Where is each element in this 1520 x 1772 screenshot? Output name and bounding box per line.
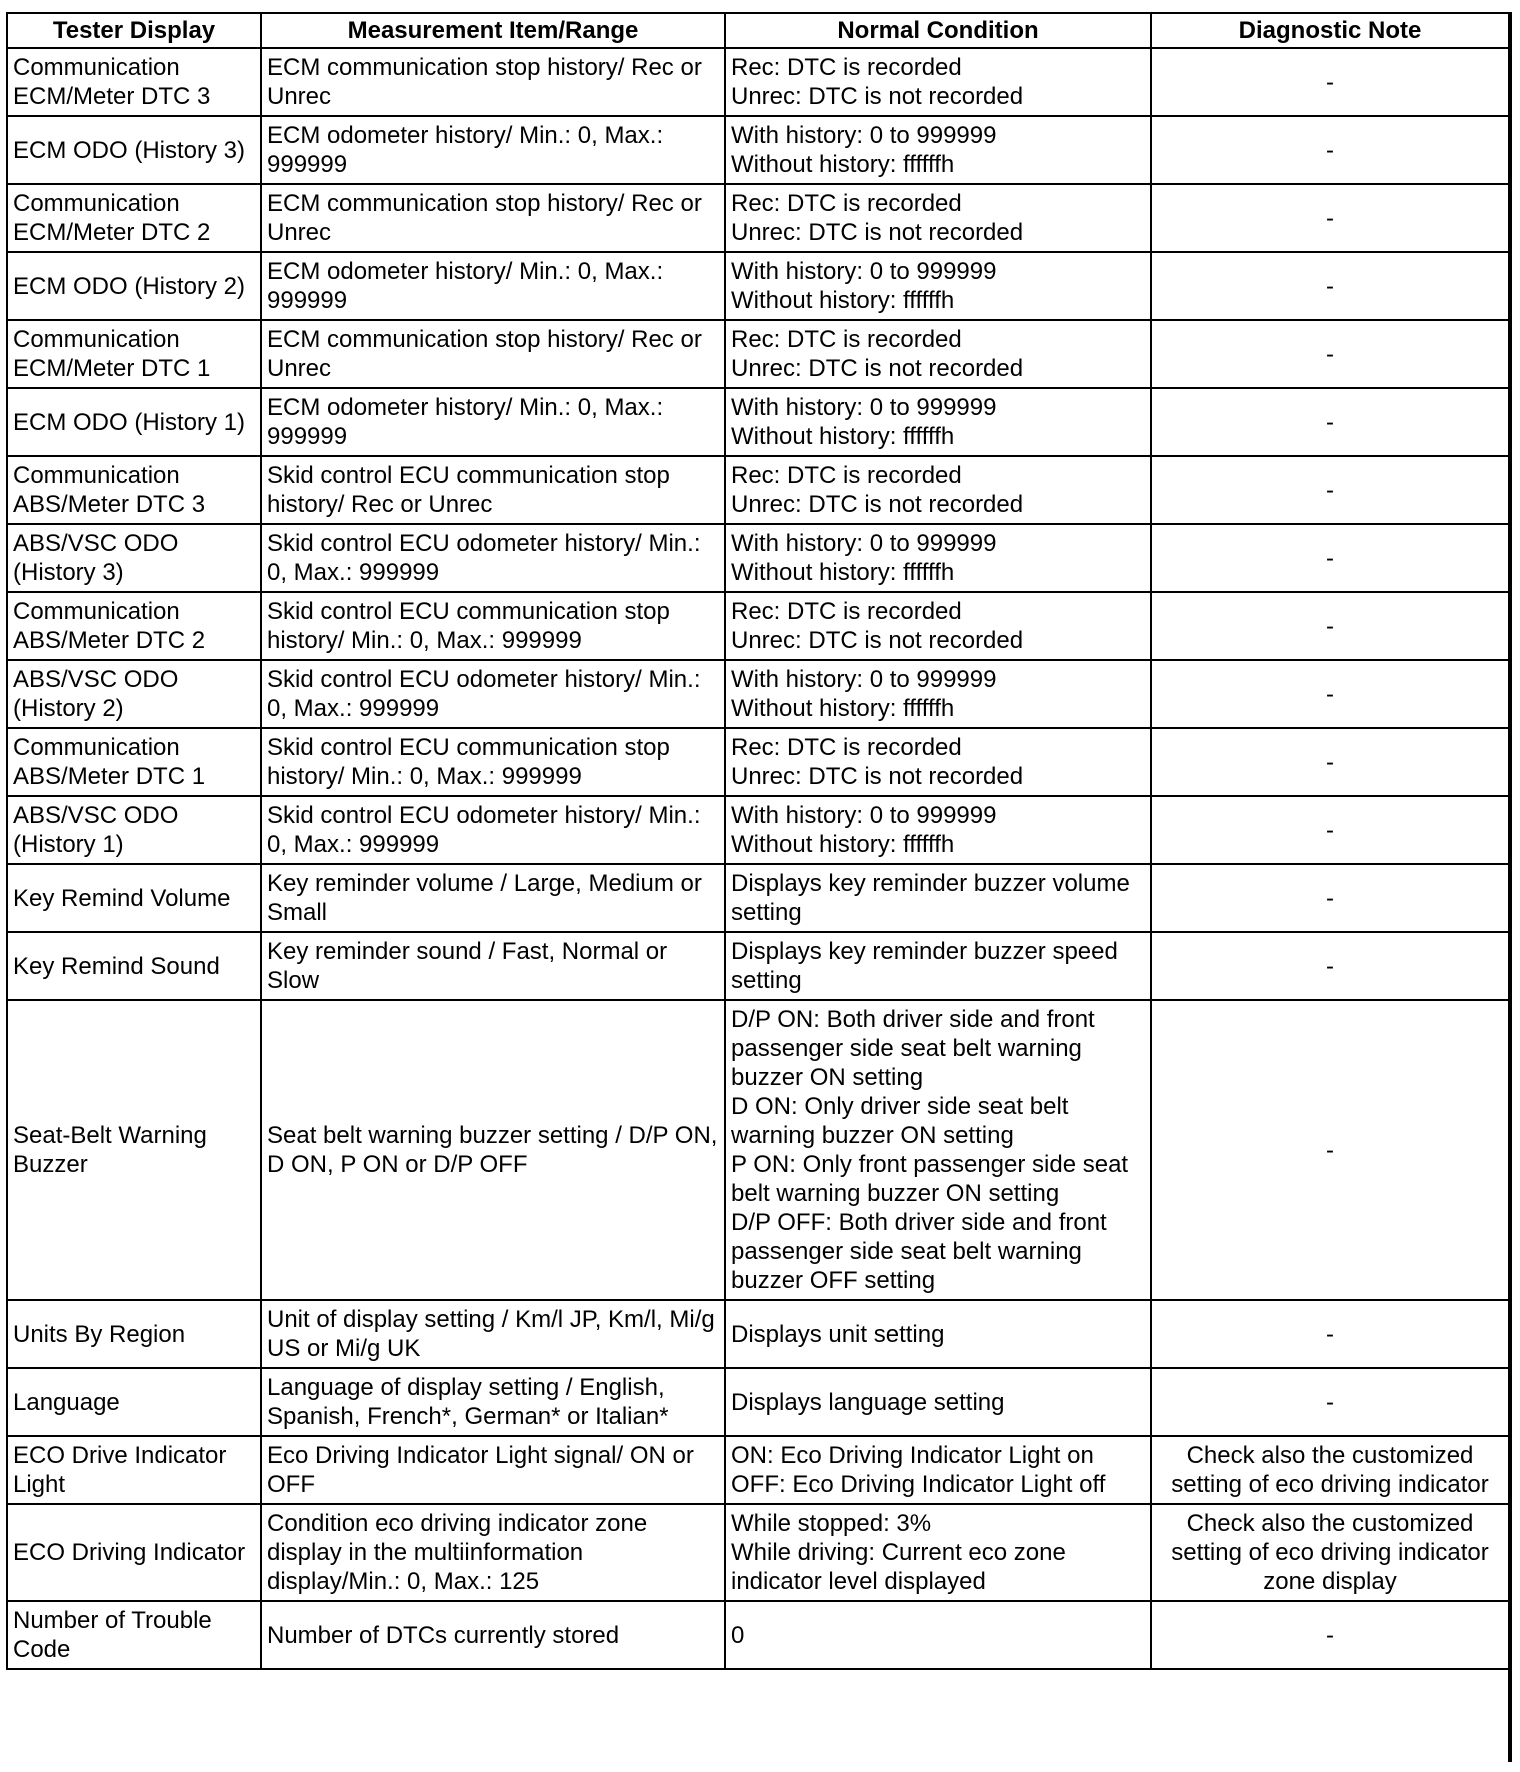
condition-line: Rec: DTC is recorded: [731, 326, 962, 353]
condition-line: Unrec: DTC is not recorded: [731, 763, 1024, 790]
cell-normal-condition: [725, 524, 1151, 592]
cell-normal-condition: [725, 1000, 1151, 1300]
cell-measurement-range: Seat belt warning buzzer setting / D/P ON, D ON, P ON or D/P OFF: [261, 1000, 725, 1300]
cell-normal-condition: [725, 116, 1151, 184]
table-row: [7, 1436, 1509, 1504]
cell-diagnostic-note: -: [1151, 116, 1509, 184]
cell-tester-display: ABS/VSC ODO (History 3): [7, 524, 261, 592]
cell-measurement-range: Skid control ECU communication stop history/ Min.: 0, Max.: 999999: [261, 728, 725, 796]
condition-line: With history: 0 to 999999: [731, 802, 997, 829]
condition-line: With history: 0 to 999999: [731, 530, 997, 557]
header-normal-condition: Normal Condition: [725, 13, 1151, 48]
table-row: [7, 728, 1509, 796]
cell-measurement-range: Skid control ECU communication stop history/ Rec or Unrec: [261, 456, 725, 524]
cell-tester-display: Communication ECM/Meter DTC 2: [7, 184, 261, 252]
table-row: [7, 116, 1509, 184]
condition-line: OFF: Eco Driving Indicator Light off: [731, 1471, 1106, 1498]
cell-tester-display: Communication ECM/Meter DTC 1: [7, 320, 261, 388]
cell-normal-condition: [725, 796, 1151, 864]
header-tester-display: Tester Display: [7, 13, 261, 48]
cell-normal-condition: [725, 1300, 1151, 1368]
table-row: [7, 184, 1509, 252]
cell-tester-display: ABS/VSC ODO (History 2): [7, 660, 261, 728]
condition-line: Rec: DTC is recorded: [731, 190, 962, 217]
cell-diagnostic-note: -: [1151, 1368, 1509, 1436]
cell-normal-condition: [725, 320, 1151, 388]
cell-normal-condition: [725, 1601, 1151, 1669]
cell-measurement-range: ECM odometer history/ Min.: 0, Max.: 999999: [261, 116, 725, 184]
condition-line: D ON: Only driver side seat belt warning buzzer ON setting: [731, 1093, 1076, 1149]
condition-line: With history: 0 to 999999: [731, 666, 997, 693]
cell-tester-display: ABS/VSC ODO (History 1): [7, 796, 261, 864]
cell-measurement-range: Eco Driving Indicator Light signal/ ON or OFF: [261, 1436, 725, 1504]
data-list-table: [6, 12, 1510, 1670]
cell-diagnostic-note: -: [1151, 932, 1509, 1000]
cell-normal-condition: [725, 1368, 1151, 1436]
table-header: [7, 13, 1509, 48]
cell-measurement-range: Skid control ECU odometer history/ Min.: 0, Max.: 999999: [261, 660, 725, 728]
cell-tester-display: ECO Drive Indicator Light: [7, 1436, 261, 1504]
cell-tester-display: Key Remind Volume: [7, 864, 261, 932]
cell-diagnostic-note: Check also the customized setting of eco driving indicator zone display: [1151, 1504, 1509, 1601]
cell-normal-condition: [725, 184, 1151, 252]
cell-diagnostic-note: -: [1151, 252, 1509, 320]
cell-tester-display: Number of Trouble Code: [7, 1601, 261, 1669]
cell-tester-display: Seat-Belt Warning Buzzer: [7, 1000, 261, 1300]
cell-tester-display: ECM ODO (History 3): [7, 116, 261, 184]
condition-line: Displays unit setting: [731, 1320, 945, 1348]
cell-tester-display: Units By Region: [7, 1300, 261, 1368]
condition-line: D/P OFF: Both driver side and front passenger side seat belt warning buzzer OFF setting: [731, 1209, 1114, 1294]
condition-line: Displays language setting: [731, 1388, 1005, 1416]
condition-line: While driving: Current eco zone indicator level displayed: [731, 1539, 1073, 1595]
table-row: [7, 1300, 1509, 1368]
cell-measurement-range: ECM communication stop history/ Rec or Unrec: [261, 184, 725, 252]
cell-measurement-range: ECM communication stop history/ Rec or Unrec: [261, 320, 725, 388]
cell-normal-condition: [725, 1504, 1151, 1601]
cell-normal-condition: [725, 48, 1151, 116]
condition-line: Displays key reminder buzzer speed setting: [731, 938, 1125, 994]
table-row: [7, 524, 1509, 592]
table-row: [7, 796, 1509, 864]
cell-diagnostic-note: -: [1151, 660, 1509, 728]
cell-tester-display: Language: [7, 1368, 261, 1436]
condition-line: Displays key reminder buzzer volume setting: [731, 870, 1137, 926]
cell-normal-condition: [725, 1436, 1151, 1504]
cell-diagnostic-note: -: [1151, 1000, 1509, 1300]
cell-diagnostic-note: -: [1151, 728, 1509, 796]
cell-normal-condition: [725, 252, 1151, 320]
table-row: [7, 660, 1509, 728]
cell-tester-display: Key Remind Sound: [7, 932, 261, 1000]
condition-line: Rec: DTC is recorded: [731, 54, 962, 81]
cell-normal-condition: [725, 932, 1151, 1000]
cell-measurement-range: Number of DTCs currently stored: [261, 1601, 725, 1669]
table-row: [7, 932, 1509, 1000]
table-row: [7, 48, 1509, 116]
cell-measurement-range: Skid control ECU odometer history/ Min.: 0, Max.: 999999: [261, 796, 725, 864]
cell-diagnostic-note: -: [1151, 184, 1509, 252]
condition-line: Unrec: DTC is not recorded: [731, 219, 1024, 246]
cell-measurement-range: Condition eco driving indicator zone display in the multiinformation display/Min.: 0, Max.: 125: [261, 1504, 725, 1601]
cell-normal-condition: [725, 456, 1151, 524]
cell-measurement-range: ECM communication stop history/ Rec or Unrec: [261, 48, 725, 116]
cell-measurement-range: Key reminder sound / Fast, Normal or Slow: [261, 932, 725, 1000]
table-row: [7, 864, 1509, 932]
condition-line: Without history: ffffffh: [731, 151, 955, 178]
condition-line: D/P ON: Both driver side and front passenger side seat belt warning buzzer ON setting: [731, 1006, 1102, 1091]
cell-normal-condition: [725, 660, 1151, 728]
cell-diagnostic-note: Check also the customized setting of eco driving indicator: [1151, 1436, 1509, 1504]
table-row: [7, 1000, 1509, 1300]
cell-diagnostic-note: -: [1151, 388, 1509, 456]
cell-normal-condition: [725, 388, 1151, 456]
cell-diagnostic-note: -: [1151, 524, 1509, 592]
condition-line: Rec: DTC is recorded: [731, 598, 962, 625]
cell-tester-display: Communication ECM/Meter DTC 3: [7, 48, 261, 116]
condition-line: Without history: ffffffh: [731, 695, 955, 722]
cell-measurement-range: Language of display setting / English, Spanish, French*, German* or Italian*: [261, 1368, 725, 1436]
table-row: [7, 1601, 1509, 1669]
condition-line: 0: [731, 1621, 745, 1649]
table-row: [7, 456, 1509, 524]
cell-diagnostic-note: -: [1151, 48, 1509, 116]
condition-line: While stopped: 3%: [731, 1510, 932, 1537]
condition-line: With history: 0 to 999999: [731, 122, 997, 149]
cell-tester-display: Communication ABS/Meter DTC 3: [7, 456, 261, 524]
condition-line: Unrec: DTC is not recorded: [731, 491, 1024, 518]
cell-diagnostic-note: -: [1151, 1300, 1509, 1368]
cell-diagnostic-note: -: [1151, 592, 1509, 660]
table-body: [7, 48, 1509, 1669]
cell-measurement-range: Skid control ECU communication stop history/ Min.: 0, Max.: 999999: [261, 592, 725, 660]
condition-line: With history: 0 to 999999: [731, 258, 997, 285]
cell-diagnostic-note: -: [1151, 1601, 1509, 1669]
table-row: [7, 320, 1509, 388]
table-row: [7, 388, 1509, 456]
condition-line: With history: 0 to 999999: [731, 394, 997, 421]
header-row: [7, 13, 1509, 48]
cell-diagnostic-note: -: [1151, 456, 1509, 524]
table-row: [7, 592, 1509, 660]
cell-measurement-range: Skid control ECU odometer history/ Min.: 0, Max.: 999999: [261, 524, 725, 592]
cell-normal-condition: [725, 592, 1151, 660]
condition-line: Without history: ffffffh: [731, 559, 955, 586]
cell-measurement-range: ECM odometer history/ Min.: 0, Max.: 999999: [261, 252, 725, 320]
condition-line: Unrec: DTC is not recorded: [731, 83, 1024, 110]
condition-line: Without history: ffffffh: [731, 287, 955, 314]
cell-measurement-range: Key reminder volume / Large, Medium or Small: [261, 864, 725, 932]
cell-normal-condition: [725, 728, 1151, 796]
cell-measurement-range: Unit of display setting / Km/l JP, Km/l, Mi/g US or Mi/g UK: [261, 1300, 725, 1368]
header-diagnostic-note: Diagnostic Note: [1151, 13, 1509, 48]
condition-line: Unrec: DTC is not recorded: [731, 355, 1024, 382]
condition-line: Without history: ffffffh: [731, 423, 955, 450]
condition-line: ON: Eco Driving Indicator Light on: [731, 1442, 1094, 1469]
condition-line: Rec: DTC is recorded: [731, 462, 962, 489]
table-row: [7, 1504, 1509, 1601]
cell-measurement-range: ECM odometer history/ Min.: 0, Max.: 999999: [261, 388, 725, 456]
cell-tester-display: ECO Driving Indicator: [7, 1504, 261, 1601]
header-measurement-item: Measurement Item/Range: [261, 13, 725, 48]
cell-normal-condition: [725, 864, 1151, 932]
data-list-sheet: [6, 12, 1512, 1762]
cell-tester-display: Communication ABS/Meter DTC 2: [7, 592, 261, 660]
condition-line: Rec: DTC is recorded: [731, 734, 962, 761]
condition-line: Without history: ffffffh: [731, 831, 955, 858]
table-row: [7, 1368, 1509, 1436]
cell-tester-display: ECM ODO (History 2): [7, 252, 261, 320]
cell-diagnostic-note: -: [1151, 864, 1509, 932]
table-row: [7, 252, 1509, 320]
cell-tester-display: Communication ABS/Meter DTC 1: [7, 728, 261, 796]
condition-line: P ON: Only front passenger side seat belt warning buzzer ON setting: [731, 1151, 1135, 1207]
cell-diagnostic-note: -: [1151, 796, 1509, 864]
condition-line: Unrec: DTC is not recorded: [731, 627, 1024, 654]
cell-diagnostic-note: -: [1151, 320, 1509, 388]
cell-tester-display: ECM ODO (History 1): [7, 388, 261, 456]
